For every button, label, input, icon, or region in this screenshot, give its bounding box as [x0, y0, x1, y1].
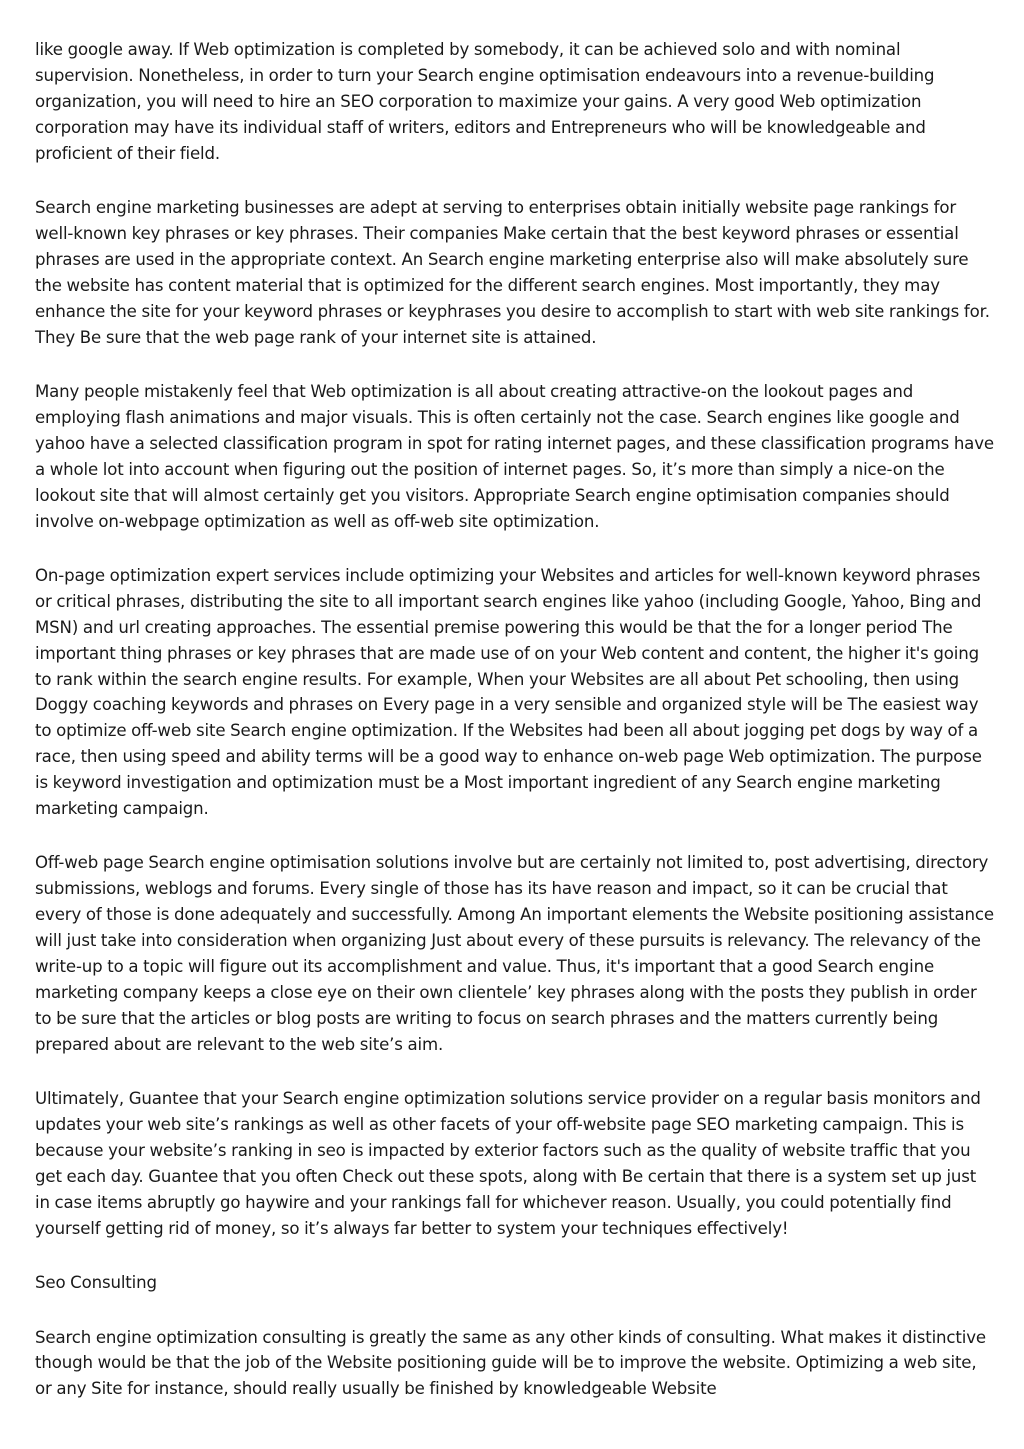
section-heading-seo-consulting: Seo Consulting — [35, 1273, 157, 1293]
paragraph-hiring-seo-corporation: like google away. If Web optimization is completed by somebody, it can be achieved solo and with nominal supervision. Nonetheless, in order to turn your Search engine optimisation endeavours into a revenue-building organization, you will need to hire an SEO corporation to maximize your gains. A very good Web optimization corporation may have its individual staff of writers, editors and Entrepreneurs who will be knowledgeable and proficient of their field. — [35, 40, 935, 163]
paragraph-off-page-optimization: Off-web page Search engine optimisation solutions involve but are certainly not limited to, post advertising, directory submissions, weblogs and forums. Every single of those has its have reason and impact, so it can be crucial that every of those is done adequately and successfully. Among An important elements the Website positioning assistance will just take into consideration when organizing Just about every of these pursuits is relevancy. The relevancy of the write-up to a topic will figure out its accomplishment and value. Thus, it's important that a good Search engine marketing company keeps a close eye on their own clientele’ key phrases along with the posts they publish in order to be sure that the articles or blog posts are writing to focus on search phrases and the matters currently being prepared about are relevant to the web site’s aim. — [35, 853, 994, 1054]
paragraph-seo-consulting: Search engine optimization consulting is greatly the same as any other kinds of consulting. What makes it distinctive though would be that the job of the Website positioning guide will be to improve the website. Optimizing a web site, or any Site for instance, should really usually be finished by knowledgeable Website — [35, 1327, 986, 1399]
paragraph-seo-businesses: Search engine marketing businesses are adept at serving to enterprises obtain initially website page rankings for well-known key phrases or key phrases. Their companies Make certain that the best keyword phrases or essential phrases are used in the appropriate context. An Search engine marketing enterprise also will make absolutely sure the website has content material that is optimized for the different search engines. Most importantly, they may enhance the site for your keyword phrases or keyphrases you desire to accomplish to start with web site rankings for. They Be sure that the web page rank of your internet site is attained. — [35, 198, 990, 347]
paragraph-on-page-optimization: On-page optimization expert services include optimizing your Websites and articles for well-known keyword phrases or critical phrases, distributing the site to all important search engines like yahoo (including Google, Yahoo, Bing and MSN) and url creating approaches. The essential premise powering this would be that the for a longer period The important thing phrases or key phrases that are made use of on your Web content and content, the higher it's going to rank within the search engine results. For example, When your Websites are all about Pet schooling, then using Doggy coaching keywords and phrases on Every page in a very sensible and organized style will be The easiest way to optimize off-web site Search engine optimization. If the Websites had been all about jogging pet dogs by way of a race, then using speed and ability terms will be a good way to enhance on-web page Web optimization. The purpose is keyword investigation and optimization must be a Most important ingredient of any Search engine marketing marketing campaign. — [35, 565, 982, 819]
paragraph-monitoring-rankings: Ultimately, Guantee that your Search engine optimization solutions service provider on a regular basis monitors and updates your web site’s rankings as well as other facets of your off-website page SEO marketing campaign. This is because your website’s ranking in seo is impacted by exterior factors such as the quality of website traffic that you get each day. Guantee that you often Check out these spots, along with Be certain that there is a system set up just in case items abruptly go haywire and your rankings fall for whichever reason. Usually, you could potentially find yourself getting rid of money, so it’s always far better to system your techniques effectively! — [35, 1089, 981, 1238]
document-body — [35, 37, 995, 1402]
paragraph-misconceptions: Many people mistakenly feel that Web optimization is all about creating attractive-on the lookout pages and employing flash animations and major visuals. This is often certainly not the case. Search engines like google and yahoo have a selected classification program in spot for rating internet pages, and these classification programs have a whole lot into account when figuring out the position of internet pages. So, it’s more than simply a nice-on the lookout site that will almost certainly get you visitors. Appropriate Search engine optimisation companies should involve on-webpage optimization as well as off-web site optimization. — [35, 381, 994, 531]
